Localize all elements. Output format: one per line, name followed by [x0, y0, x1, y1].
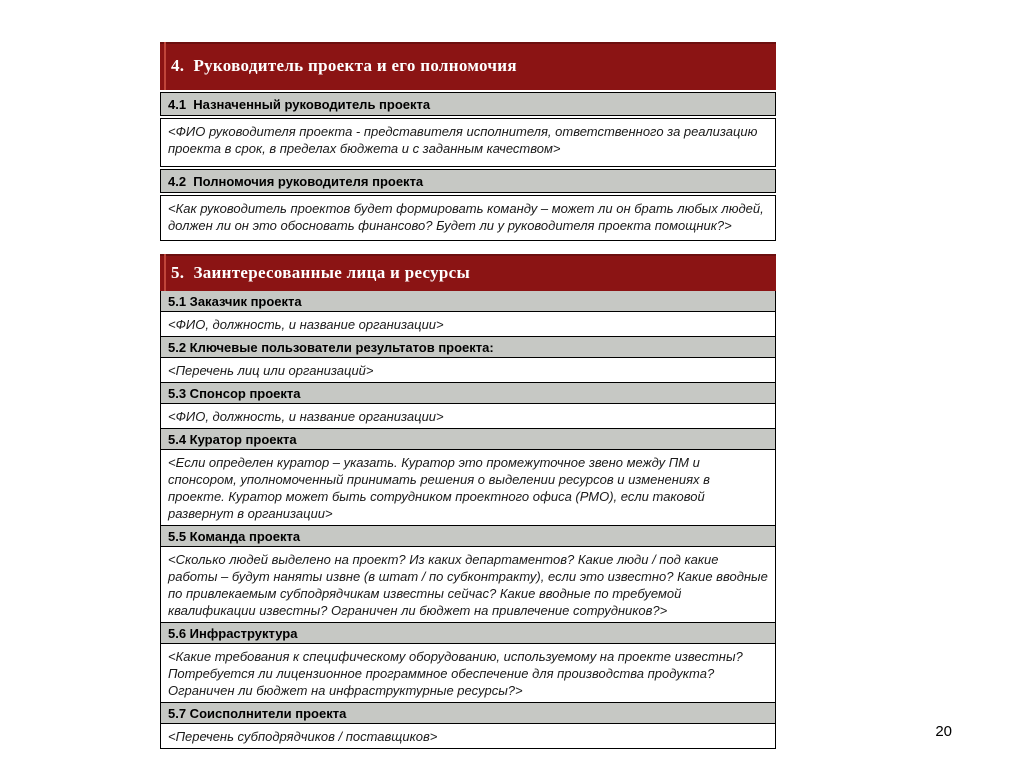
section-row: 5.5 Команда проекта	[160, 525, 776, 547]
body-row: <ФИО, должность, и название организации>	[160, 311, 776, 337]
body-row: <Перечень лиц или организаций>	[160, 357, 776, 383]
section-row: 5.4 Куратор проекта	[160, 428, 776, 450]
table-stakeholders-resources	[160, 254, 776, 749]
section-row: 5.3 Спонсор проекта	[160, 382, 776, 404]
section-row: 5.7 Соисполнители проекта	[160, 702, 776, 724]
body-row: <Какие требования к специфическому оборудованию, используемому на проекте известны? Потребуется ли лицензионное программное обеспечение для производства продукта? Ограничен ли бюджет на инфраструктурные ресурсы?>	[160, 643, 776, 703]
table-project-manager	[160, 42, 776, 241]
section-row: 5.2 Ключевые пользователи результатов проекта:	[160, 336, 776, 358]
body-row: <ФИО, должность, и название организации>	[160, 403, 776, 429]
table-title: 5. Заинтересованные лица и ресурсы	[160, 254, 776, 291]
slide-content	[160, 42, 776, 749]
section-row: 4.1 Назначенный руководитель проекта	[160, 92, 776, 116]
body-row: <ФИО руководителя проекта - представителя исполнителя, ответственного за реализацию проекта в срок, в пределах бюджета и с заданным качеством>	[160, 118, 776, 167]
body-row: <Как руководитель проектов будет формировать команду – может ли он брать любых людей, должен ли он это обосновать финансово? Будет ли у руководителя проекта помощник?>	[160, 195, 776, 241]
body-row: <Перечень субподрядчиков / поставщиков>	[160, 723, 776, 749]
body-row: <Если определен куратор – указать. Куратор это промежуточное звено между ПМ и спонсором, уполномоченный принимать решения о выделении ресурсов и изменениях в проекте. Куратор может быть сотрудником проектного офиса (РМО), если таковой развернут в организации>	[160, 449, 776, 526]
page-number: 20	[935, 723, 952, 740]
section-row: 5.1 Заказчик проекта	[160, 290, 776, 312]
table-title: 4. Руководитель проекта и его полномочия	[160, 42, 776, 90]
body-row: <Сколько людей выделено на проект? Из каких департаментов? Какие люди / под какие работы – будут наняты извне (в штат / по субконтракту), если это известно? Какие вводные по привлекаемым субподрядчикам известны сейчас? Какие вводные по требуемой квалификации известны? Ограничен ли бюджет на привлечение сотрудников?>	[160, 546, 776, 623]
section-row: 4.2 Полномочия руководителя проекта	[160, 169, 776, 193]
section-row: 5.6 Инфраструктура	[160, 622, 776, 644]
